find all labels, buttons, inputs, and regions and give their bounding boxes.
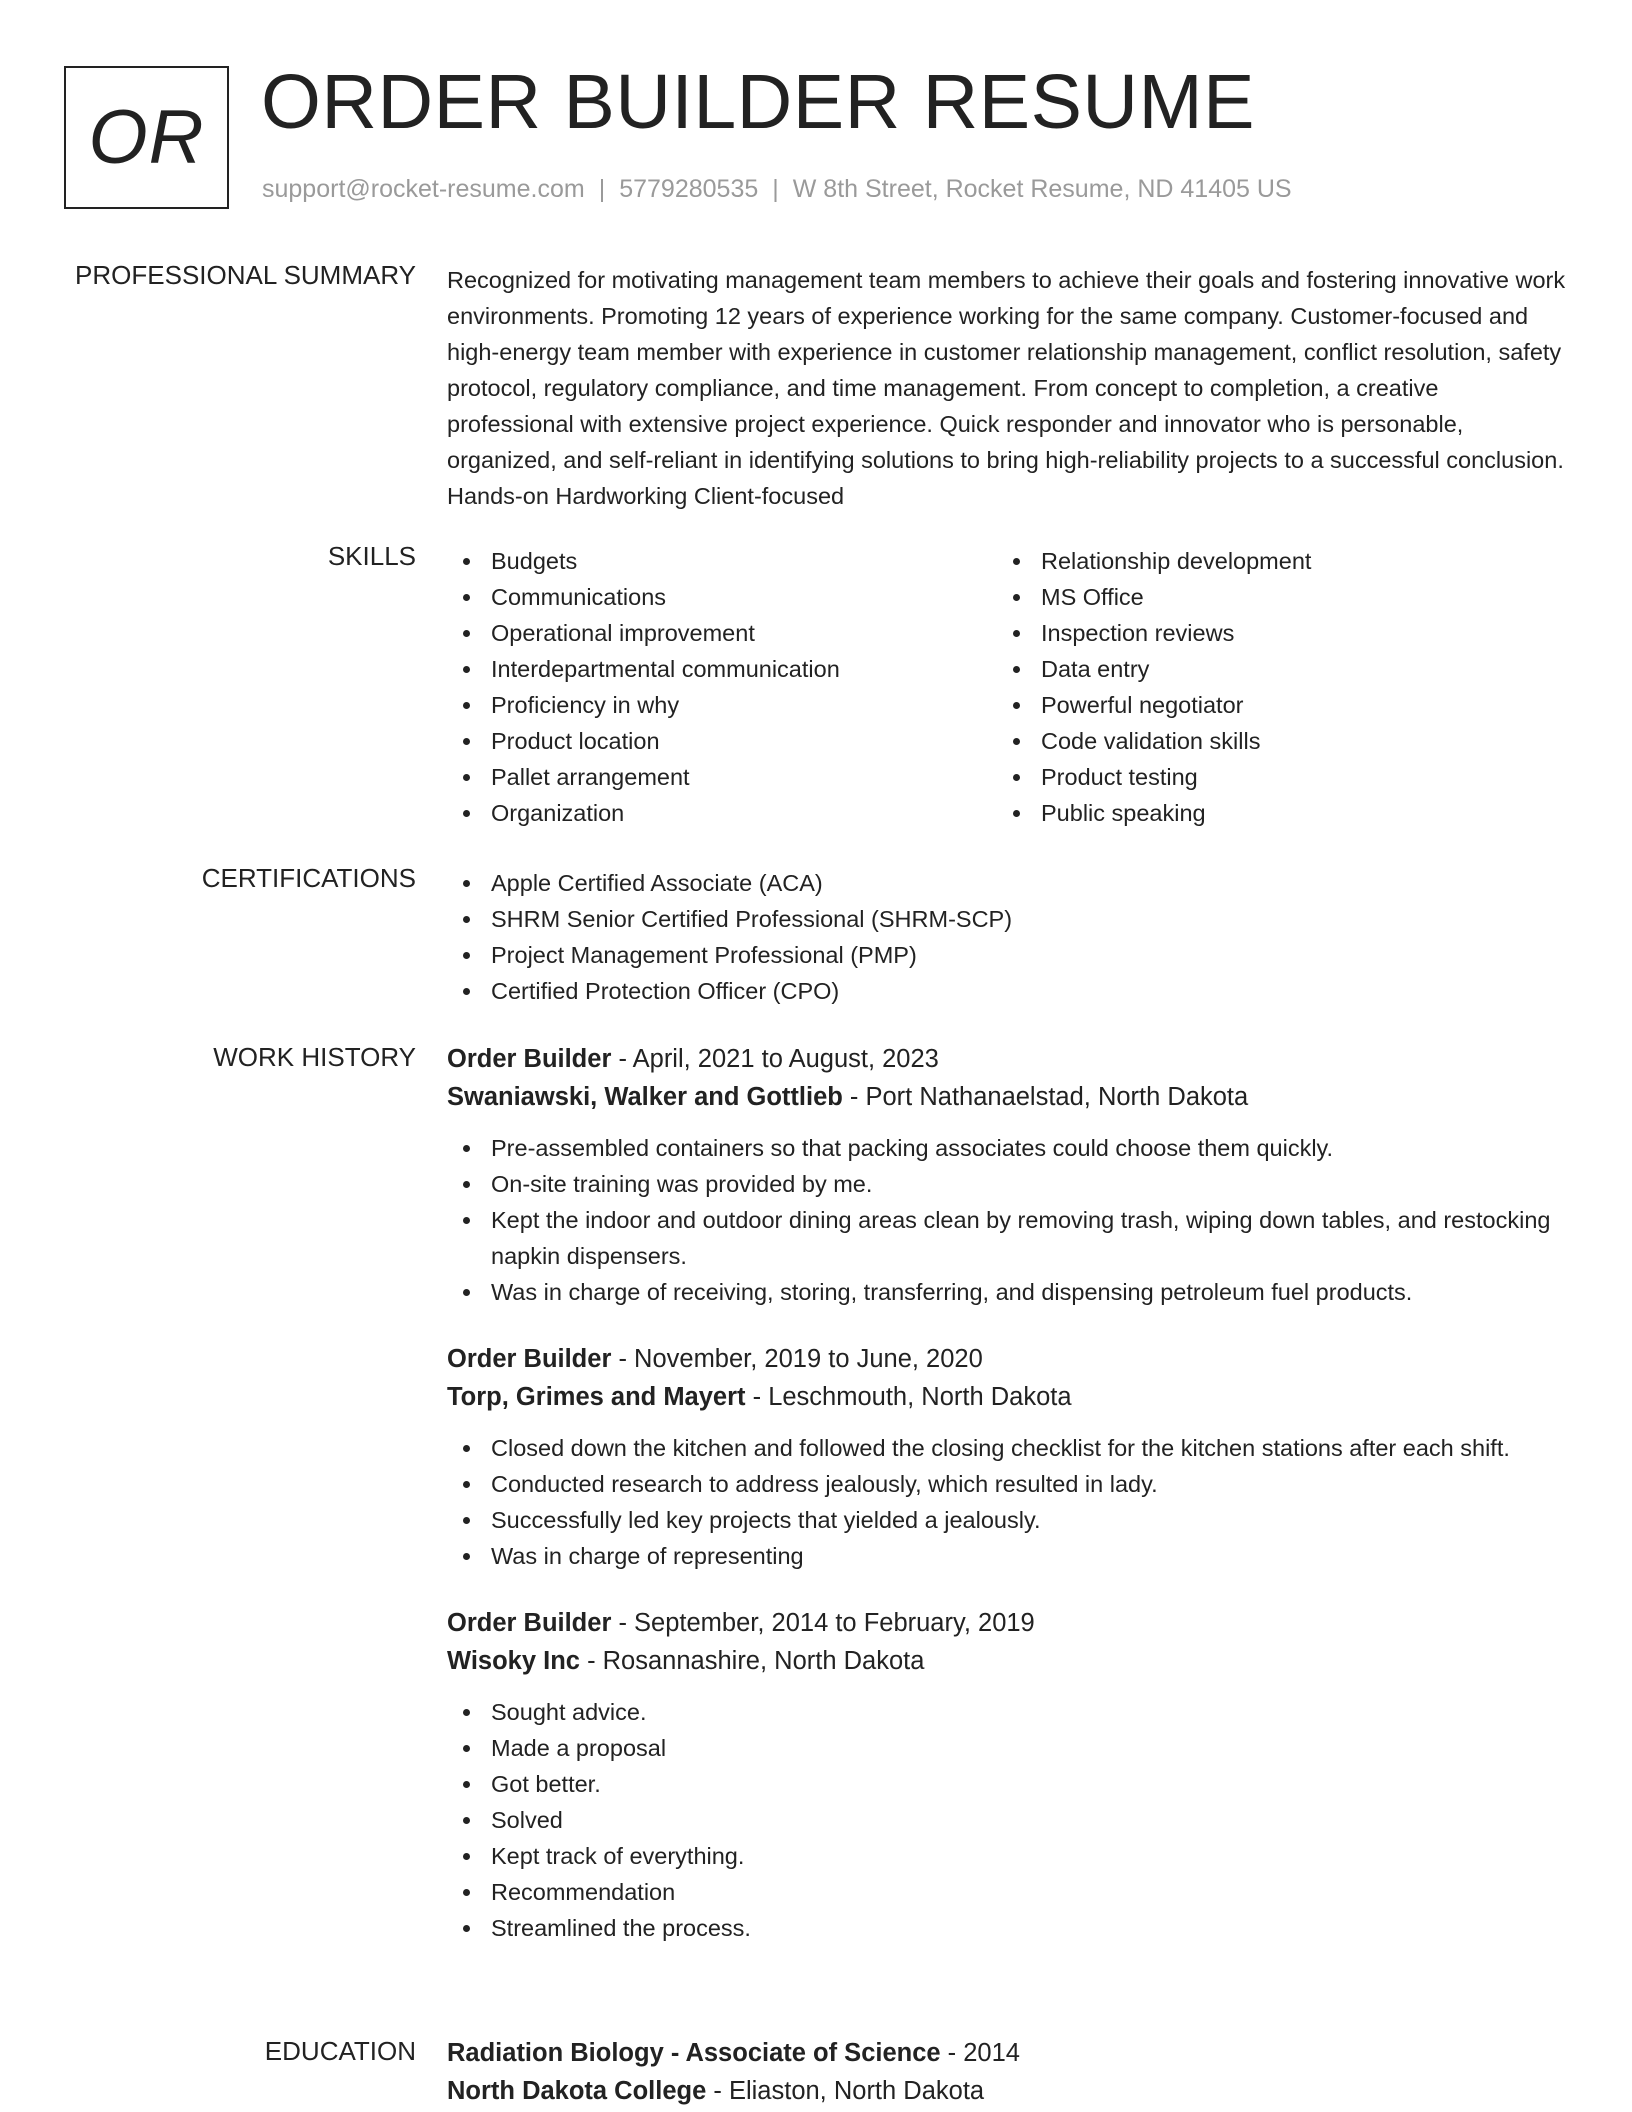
education-degree-line: [447, 2034, 1567, 2072]
job-duty: Kept the indoor and outdoor dining areas clean by removing trash, wiping down tables, and restocking napkin dispensers.: [447, 1202, 1567, 1274]
skill-item: Powerful negotiator: [997, 687, 1547, 723]
job-location: - Leschmouth, North Dakota: [745, 1383, 1072, 1411]
contact-separator: |: [598, 175, 606, 203]
skill-item: Code validation skills: [997, 723, 1547, 759]
skill-item: Proficiency in why: [447, 687, 997, 723]
skill-item: Interdepartmental communication: [447, 651, 997, 687]
contact-separator: |: [772, 175, 779, 203]
job-location: - Rosannashire, North Dakota: [579, 1647, 925, 1675]
job-dates: - April, 2021 to August, 2023: [611, 1045, 939, 1073]
resume-title: ORDER BUILDER RESUME: [261, 59, 1256, 145]
education-degree: Radiation Biology - Associate of Science: [447, 2039, 941, 2067]
summary-text: Recognized for motivating management team members to achieve their goals and fostering innovative work environments. Promoting 12 years of experience working for the same company. Customer-focused and high-energy team member with experience in customer relationship management, conflict resolution, safety protocol, regulatory compliance, and time management. From concept to completion, a creative professional with extensive project experience. Quick responder and innovator who is personable, organized, and self-reliant in identifying solutions to bring high-reliability projects to a successful conclusion. Hands-on Hardworking Client-focused: [447, 267, 1566, 509]
monogram-logo: OR: [64, 66, 229, 209]
resume-header: [64, 59, 1564, 210]
skill-item: Relationship development: [997, 543, 1547, 579]
education-school-line: [447, 2072, 1567, 2110]
job-dates: - November, 2019 to June, 2020: [611, 1345, 983, 1373]
job-duty: Pre-assembled containers so that packing associates could choose them quickly.: [447, 1130, 1567, 1166]
job-duties-list: [447, 1430, 1567, 1574]
job-company-line: [447, 1642, 1567, 1680]
skill-item: Inspection reviews: [997, 615, 1547, 651]
section-label-work: WORK HISTORY: [213, 1042, 416, 1072]
certification-item: Apple Certified Associate (ACA): [447, 865, 1567, 901]
certifications-body: [447, 865, 1567, 1009]
job-duty: Was in charge of receiving, storing, transferring, and dispensing petroleum fuel products.: [447, 1274, 1567, 1310]
skill-item: Data entry: [997, 651, 1547, 687]
job-entry: [447, 1340, 1567, 1574]
contact-line: [262, 175, 1292, 204]
job-company: Swaniawski, Walker and Gottlieb: [447, 1083, 843, 1111]
contact-email: support@rocket-resume.com: [262, 175, 585, 203]
job-title-line: [447, 1040, 1567, 1078]
skill-item: Pallet arrangement: [447, 759, 997, 795]
skill-item: Product location: [447, 723, 997, 759]
skills-columns: [447, 543, 1567, 831]
skill-item: Product testing: [997, 759, 1547, 795]
skill-item: Organization: [447, 795, 997, 831]
skill-item: Public speaking: [997, 795, 1547, 831]
section-label-certifications: CERTIFICATIONS: [201, 863, 416, 893]
job-duty: Conducted research to address jealously, which resulted in lady.: [447, 1466, 1567, 1502]
job-duty: On-site training was provided by me.: [447, 1166, 1567, 1202]
job-dates: - September, 2014 to February, 2019: [611, 1609, 1035, 1637]
job-title-line: [447, 1340, 1567, 1378]
job-title: Order Builder: [447, 1345, 612, 1373]
job-title: Order Builder: [447, 1609, 612, 1637]
contact-phone: 5779280535: [619, 175, 759, 203]
job-company: Wisoky Inc: [447, 1647, 580, 1675]
education-year: - 2014: [940, 2039, 1020, 2067]
section-label-education: EDUCATION: [264, 2036, 416, 2066]
job-title-line: [447, 1604, 1567, 1642]
job-duties-list: [447, 1694, 1567, 1946]
work-history-body: [447, 1040, 1567, 1976]
job-company-line: [447, 1078, 1567, 1116]
education-school: North Dakota College: [447, 2077, 707, 2105]
skill-item: Budgets: [447, 543, 997, 579]
skill-item: MS Office: [997, 579, 1547, 615]
job-duty: Solved: [447, 1802, 1567, 1838]
job-title: Order Builder: [447, 1045, 612, 1073]
skills-list-right: [997, 543, 1547, 831]
job-duty: Got better.: [447, 1766, 1567, 1802]
job-company: Torp, Grimes and Mayert: [447, 1383, 746, 1411]
contact-address: W 8th Street, Rocket Resume, ND 41405 US: [792, 175, 1292, 203]
job-entry: [447, 1040, 1567, 1310]
job-company-line: [447, 1378, 1567, 1416]
job-duty: Kept track of everything.: [447, 1838, 1567, 1874]
section-label-summary: PROFESSIONAL SUMMARY: [75, 260, 416, 290]
certifications-list: [447, 865, 1567, 1009]
job-duty: Streamlined the process.: [447, 1910, 1567, 1946]
job-duty: Successfully led key projects that yielded a jealously.: [447, 1502, 1567, 1538]
education-location: - Eliaston, North Dakota: [706, 2077, 985, 2105]
skill-item: Communications: [447, 579, 997, 615]
job-duty: Made a proposal: [447, 1730, 1567, 1766]
certification-item: SHRM Senior Certified Professional (SHRM-SCP): [447, 901, 1567, 937]
skills-list-left: [447, 543, 997, 831]
job-location: - Port Nathanaelstad, North Dakota: [842, 1083, 1249, 1111]
job-duty: Closed down the kitchen and followed the closing checklist for the kitchen stations after each shift.: [447, 1430, 1567, 1466]
job-duty: Was in charge of representing: [447, 1538, 1567, 1574]
certification-item: Certified Protection Officer (CPO): [447, 973, 1567, 1009]
job-entry: [447, 1604, 1567, 1946]
skill-item: Operational improvement: [447, 615, 997, 651]
job-duty: Recommendation: [447, 1874, 1567, 1910]
section-label-skills: SKILLS: [327, 541, 416, 571]
education-body: [447, 2034, 1567, 2110]
job-duties-list: [447, 1130, 1567, 1310]
certification-item: Project Management Professional (PMP): [447, 937, 1567, 973]
job-duty: Sought advice.: [447, 1694, 1567, 1730]
